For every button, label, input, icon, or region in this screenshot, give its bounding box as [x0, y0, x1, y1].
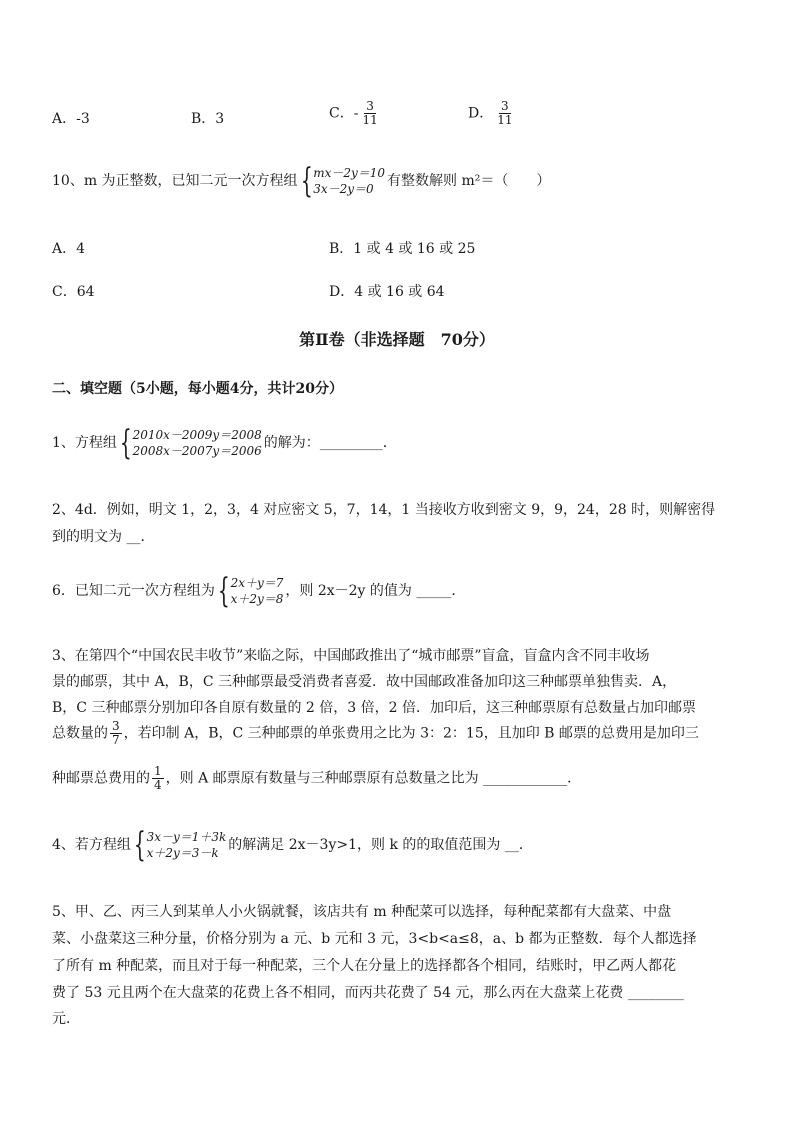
fill-question-3-line-2: 景的邮票，其中 A，B，C 三种邮票最受消费者喜爱．故中国邮政准备加印这三种邮票单独售卖．A，: [52, 674, 677, 690]
q9-option-c-prefix: C．-: [329, 105, 359, 122]
q10-option-a: A．4: [52, 241, 86, 257]
q9-option-d-prefix: D．: [468, 105, 494, 122]
f1-equation-system: [119, 423, 262, 463]
q10-option-d: D．4 或 16 或 64: [329, 284, 445, 300]
fraction-numerator: 3: [112, 719, 120, 733]
f4-suffix: 的解满足 2x－3y>1，则 k 的的取值范围为 __．: [228, 837, 533, 853]
section-title: 第Ⅱ卷（非选择题 70分）: [299, 330, 495, 349]
equation: 2010x－2009y＝2008: [132, 428, 262, 442]
q10-option-c: C．64: [52, 284, 95, 300]
equation: mx－2y＝10: [313, 166, 386, 180]
equation: 3x－y＝1＋3k: [146, 830, 227, 844]
fill-question-5-line-4: 费了 53 元且两个在大盘菜的花费上各不相同，而丙共花费了 54 元，那么丙在大盘菜上花费 ________: [52, 985, 684, 1001]
f6-prefix: 6．已知二元一次方程组为: [52, 583, 215, 599]
fill-question-3-line-4: [52, 720, 699, 747]
fill-question-5-line-3: 了所有 m 种配菜，而且对于每一种配菜，三个人在分量上的选择都各个相同，结账时，甲乙两人都花: [52, 958, 677, 974]
q10-stem: [52, 161, 551, 201]
q9-option-d-fraction: [495, 100, 514, 127]
section-heading: 二、填空题（5小题，每小题4分，共计20分）: [52, 381, 343, 397]
q9-option-c: [329, 100, 382, 127]
q10-prefix: 10、m 为正整数，已知二元一次方程组: [52, 173, 298, 189]
f1-prefix: 1、方程组: [52, 435, 117, 451]
f4-prefix: 4、若方程组: [52, 837, 131, 853]
fill-question-2-line-1: 2、4d．例如，明文 1，2，3，4 对应密文 5，7，14，1 当接收方收到密文 9，9，24，28 时，则解密得: [52, 502, 716, 518]
equation: 2x＋y＝7: [230, 576, 284, 590]
fraction-denominator: 11: [497, 113, 513, 127]
equation: x＋2y＝8: [230, 592, 284, 606]
fraction-numerator: 3: [366, 99, 374, 113]
q10-option-b: B．1 或 4 或 16 或 25: [329, 241, 476, 257]
f3-line4-prefix: 总数量的: [52, 725, 108, 742]
q9-option-d: [468, 100, 517, 127]
fraction-numerator: 1: [154, 764, 162, 778]
f6-suffix: ，则 2x－2y 的值为 _____．: [285, 583, 466, 599]
q9-option-a: A．-3: [52, 111, 90, 127]
fill-question-5-line-5: 元．: [52, 1011, 80, 1027]
f3-line4-suffix: ，若印制 A，B，C 三种邮票的单张费用之比为 3：2：15，且加印 B 邮票的总费用是加印三: [123, 725, 699, 742]
fraction-denominator: 4: [154, 778, 162, 792]
brace-icon: {: [217, 571, 230, 611]
fill-question-2-line-2: 到的明文为 __．: [52, 529, 155, 545]
fill-question-5-line-1: 5、甲、乙、丙三人到某单人小火锅就餐，该店共有 m 种配菜可以选择，每种配菜都有大盘菜、中盘: [52, 904, 672, 920]
fill-question-3-line-1: 3、在第四个“中国农民丰收节”来临之际，中国邮政推出了“城市邮票”盲盒，盲盒内含不同丰收场: [52, 648, 650, 664]
equation: x＋2y＝3－k: [146, 846, 219, 860]
f3-fraction-2: [152, 765, 164, 792]
f1-suffix: 的解为：_________．: [263, 435, 397, 451]
fraction-numerator: 3: [501, 99, 509, 113]
fraction-denominator: 7: [112, 733, 120, 747]
f3-fraction-1: [110, 720, 122, 747]
q10-suffix: 有整数解则 m²＝（ ）: [387, 173, 551, 189]
brace-icon: {: [119, 423, 132, 463]
fill-question-6: [52, 571, 466, 611]
q9-option-c-fraction: [360, 100, 379, 127]
fill-question-4: [52, 825, 533, 865]
brace-icon: {: [133, 825, 146, 865]
f3-line5-suffix: ，则 A 邮票原有数量与三种邮票原有总数量之比为 ____________．: [165, 770, 582, 787]
brace-icon: {: [300, 161, 313, 201]
f3-line5-prefix: 种邮票总费用的: [52, 770, 150, 787]
fill-question-3-line-5: [52, 765, 581, 792]
fill-question-3-line-3: B，C 三种邮票分别加印各自原有数量的 2 倍，3 倍，2 倍．加印后，这三种邮票原有总数量占加印邮票: [52, 700, 696, 716]
f6-equation-system: [217, 571, 284, 611]
fill-question-1: [52, 423, 397, 463]
q10-equation-system: [300, 161, 386, 201]
q9-option-b: B．3: [191, 111, 225, 127]
fill-question-5-line-2: 菜、小盘菜这三种分量，价格分别为 a 元、b 元和 3 元，3<b<a≤8，a、b 都为正整数．每个人都选择: [52, 931, 697, 947]
equation: 2008x－2007y＝2006: [132, 444, 262, 458]
equation: 3x－2y＝0: [313, 182, 374, 196]
fraction-denominator: 11: [362, 113, 378, 127]
f4-equation-system: [133, 825, 227, 865]
